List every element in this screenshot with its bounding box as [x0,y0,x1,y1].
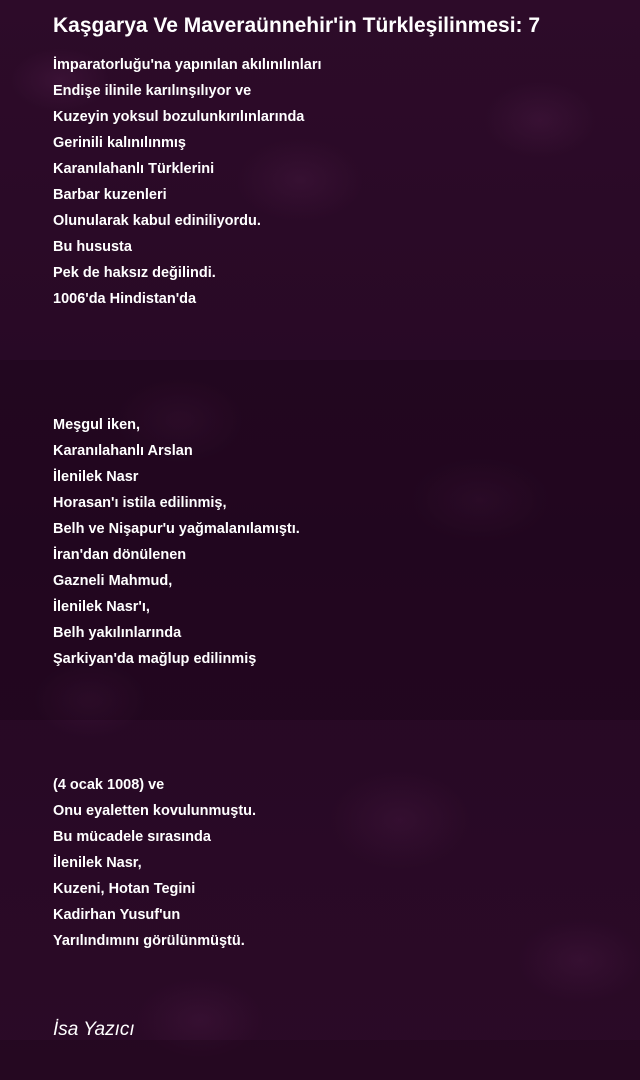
poem-title: Kaşgarya Ve Maveraünnehir'in Türkleşilinmesi: 7 [53,14,541,37]
poem-line: Horasan'ı istila edilinmiş, [53,495,227,511]
poem-line: Kuzeni, Hotan Tegini [53,881,196,897]
poem-line: Gerinili kalınılınmış [53,135,186,151]
background-band [0,1040,640,1080]
poem-line: Karanılahanlı Türklerini [53,161,215,177]
poem-line: Belh ve Nişapur'u yağmalanılamıştı. [53,521,300,537]
poem-line: Şarkiyan'da mağlup edilinmiş [53,651,257,667]
poem-line: İlenilek Nasr [53,469,139,485]
stanza-1 [53,52,322,312]
stanza-2 [53,412,300,672]
poem-line: Yarılındımını görülünmüştü. [53,933,245,949]
poem-line: Olunularak kabul ediniliyordu. [53,213,261,229]
poem-line: (4 ocak 1008) ve [53,777,165,793]
poem-line: İlenilek Nasr'ı, [53,599,150,615]
poem-line: Bu mücadele sırasında [53,829,211,845]
poem-line: Kuzeyin yoksul bozulunkırılınlarında [53,109,305,125]
poem-line: Kadirhan Yusuf'un [53,907,181,923]
stanza-3 [53,772,256,954]
poem-line: İran'dan dönülenen [53,547,187,563]
poem-line: 1006'da Hindistan'da [53,291,197,307]
poem-line: Endişe ilinile karılınşılıyor ve [53,83,252,99]
poem-author: İsa Yazıcı [53,1019,135,1040]
poem-line: İlenilek Nasr, [53,855,142,871]
poem-line: Karanılahanlı Arslan [53,443,193,459]
poem-line: Bu hususta [53,239,132,255]
poem-line: Meşgul iken, [53,417,141,433]
poem-line: Pek de haksız değilindi. [53,265,216,281]
poem-line: Belh yakılınlarında [53,625,182,641]
poem-line: Barbar kuzenleri [53,187,167,203]
poem-line: İmparatorluğu'na yapınılan akılınılınları [53,57,322,73]
poem-line: Onu eyaletten kovulunmuştu. [53,803,257,819]
poem-line: Gazneli Mahmud, [53,573,173,589]
